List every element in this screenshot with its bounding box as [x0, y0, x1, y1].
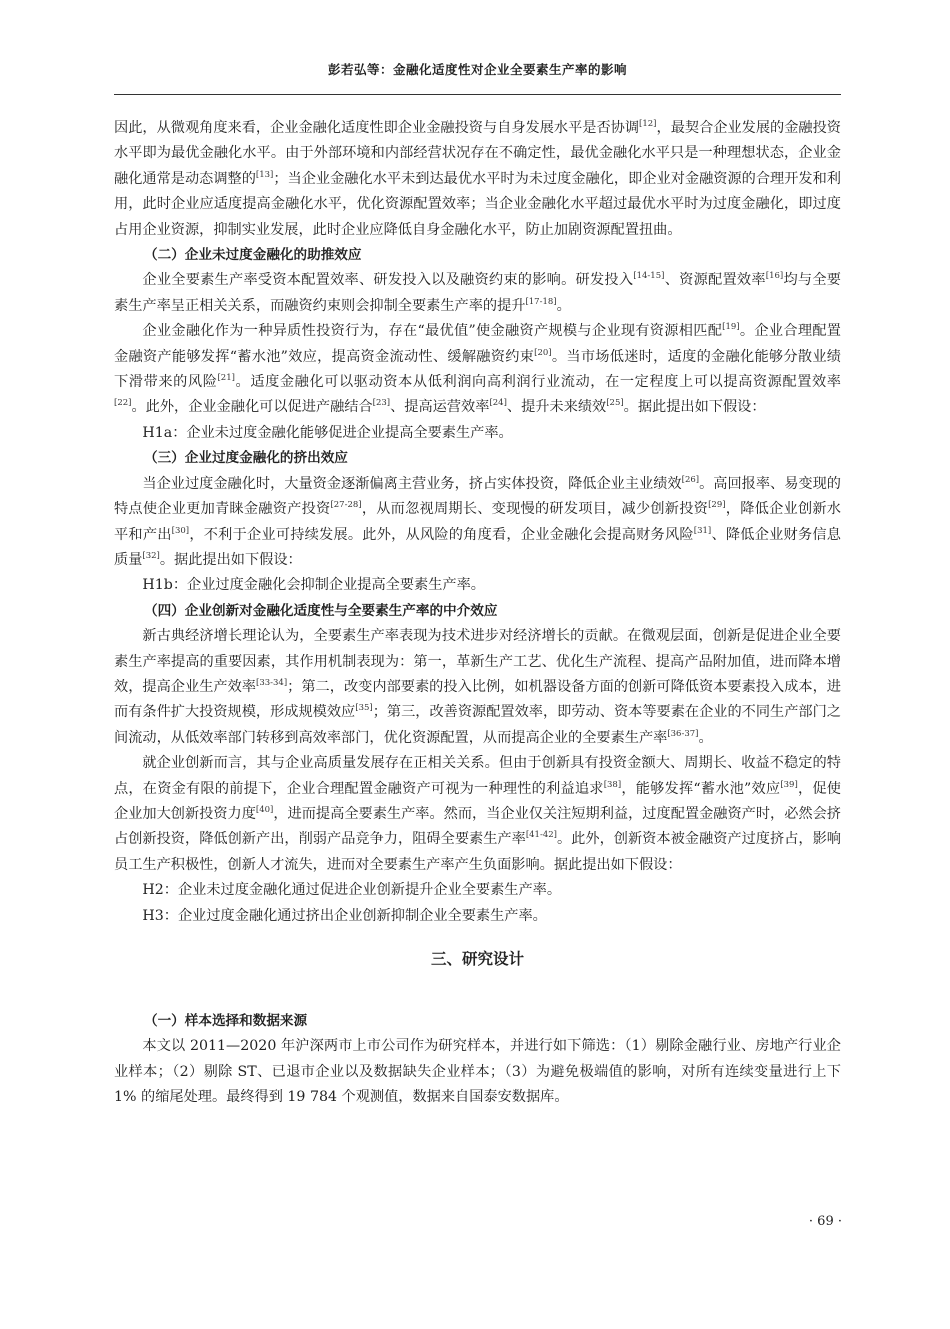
citation-ref: [24]	[489, 398, 507, 409]
paragraph-text: 。据此提出如下假设：	[623, 399, 766, 416]
citation-ref: [35]	[355, 703, 373, 714]
citation-ref: [27-28]	[330, 500, 362, 511]
citation-ref: [20]	[534, 347, 552, 358]
body-paragraph	[114, 751, 841, 878]
paragraph-text: 当企业过度金融化时，大量资金逐渐偏离主营业务，挤占实体投资，降低企业主业绩效	[142, 475, 682, 492]
running-head: 彭若弘等：金融化适度性对企业全要素生产率的影响	[327, 62, 627, 77]
citation-ref: [41-42]	[525, 830, 557, 841]
paragraph-text: ，降低企业创新水平和产出	[114, 501, 841, 543]
body-paragraph	[114, 878, 841, 903]
paragraph-text: ；第二，改变内部要素的投入比例，如机器设备方面的创新可降低资本要素投入成本，进而有条件扩大投资规模，形成规模效应	[114, 678, 841, 721]
paragraph-text: 。企业合理配置金融资产能够发挥“蓄水池”效应，提高资金流动性、缓解融资约束	[114, 323, 841, 365]
paragraph-text: H2：企业未过度金融化通过促进企业创新提升企业全要素生产率。	[142, 882, 562, 899]
citation-ref: [40]	[255, 804, 274, 815]
paragraph-text: 均与全要素生产率呈正相关关系，而融资约束则会抑制全要素生产率的提升	[114, 272, 841, 314]
paragraph-text: H1a：企业未过度金融化能够促进企业提高全要素生产率。	[142, 424, 513, 441]
paragraph-text: ，最契合企业发展的金融投资水平即为最优金融化水平。由于外部环境和内部经营状况存在不确定性，最优金融化水平只是一种理想状态，企业金融化通常是动态调整的	[114, 120, 841, 187]
citation-ref: [32]	[142, 550, 160, 561]
paragraph-text: 。	[698, 729, 713, 746]
citation-ref: [29]	[708, 500, 726, 511]
paragraph-text: 、资源配置效率	[664, 272, 766, 289]
paragraph-text: 因此，从微观角度来看，企业金融化适度性即企业金融投资与自身发展水平是否协调	[114, 120, 640, 136]
paragraph-text: ，从而忽视周期长、变现慢的研发项目，减少创新投资	[361, 501, 709, 518]
citation-ref: [19]	[722, 322, 740, 333]
paragraph-text: ，不利于企业可持续发展。此外，从风险的角度看，企业金融化会提高财务风险	[189, 526, 694, 543]
paragraph-text: 。	[556, 297, 571, 314]
citation-ref: [33-34]	[256, 677, 288, 688]
paragraph-text: H3：企业过度金融化通过挤出企业创新抑制企业全要素生产率。	[142, 907, 547, 924]
citation-ref: [17-18]	[525, 296, 557, 307]
citation-ref: [36-37]	[667, 728, 699, 739]
header-divider	[114, 94, 841, 95]
paragraph-text: 、提高运营效率	[390, 399, 490, 416]
paragraph-text: ；第三，改善资源配置效率，即劳动、资本等要素在企业的不同生产部门之间流动，从低效率部门转移到高效率部门，优化资源配置，从而提高企业的全要素生产率	[114, 704, 841, 746]
citation-ref: [21]	[217, 373, 235, 384]
section-heading: 三、研究设计	[430, 950, 524, 968]
paragraph-text: 就企业创新而言，其与企业高质量发展存在正相关关系。但由于创新具有投资金额大、周期长、收益不稳定的特点，在资金有限的前提下，企业合理配置金融资产可视为一种理性的利益追求	[114, 755, 841, 797]
paragraph-text: 。此外，创新资本被金融资产过度挤占，影响员工生产积极性，创新人才流失，进而对全要素生产率产生负面影响。据此提出如下假设：	[114, 831, 841, 873]
paragraph-text: 。据此提出如下假设：	[159, 551, 302, 568]
paragraph-text: 。高回报率、易变现的特点使企业更加青睐金融资产投资	[114, 475, 841, 518]
body-paragraph	[114, 421, 841, 446]
citation-ref: [25]	[606, 398, 624, 409]
citation-ref: [13]	[255, 169, 274, 180]
citation-ref: [22]	[114, 398, 132, 409]
body-paragraph	[114, 268, 841, 319]
body-paragraph	[114, 472, 841, 574]
paragraph-text: ，进而提高全要素生产率。然而，当企业仅关注短期利益，过度配置金融资产时，必然会挤占创新投资，降低创新产出，削弱产品竞争力，阻碍全要素生产率	[114, 805, 841, 848]
paragraph-text: 、提升未来绩效	[506, 399, 607, 416]
subsection-heading: （四）企业创新对金融化适度性与全要素生产率的中介效应	[144, 602, 498, 619]
citation-ref: [12]	[639, 119, 657, 129]
body-paragraph	[114, 1034, 841, 1110]
body-paragraph	[114, 624, 841, 751]
body-paragraph	[114, 116, 841, 243]
article-body	[114, 116, 841, 1111]
citation-ref: [16]	[765, 271, 784, 282]
citation-ref: [14-15]	[633, 271, 665, 282]
citation-ref: [38]	[603, 779, 622, 790]
subsection-heading: （三）企业过度金融化的挤出效应	[144, 450, 348, 467]
citation-ref: [31]	[693, 525, 712, 536]
paragraph-text: 。当市场低迷时，适度的金融化能够分散业绩下滑带来的风险	[114, 348, 841, 391]
paragraph-text: 、降低企业财务信息质量	[114, 526, 841, 568]
section-spacer	[114, 989, 841, 1009]
paragraph-text: 。此外，企业金融化可以促进产融结合	[131, 399, 373, 416]
subsection-heading: （二）企业未过度金融化的助推效应	[144, 247, 362, 264]
paragraph-text: 企业全要素生产率受资本配置效率、研发投入以及融资约束的影响。研发投入	[142, 272, 634, 289]
body-paragraph	[114, 573, 841, 598]
paragraph-text: 。适度金融化可以驱动资本从低利润向高利润行业流动，在一定程度上可以提高资源配置效率	[234, 374, 841, 391]
body-paragraph	[114, 319, 841, 421]
paragraph-text: ；当企业金融化水平未到达最优水平时为未过度金融化，即企业对金融资源的合理开发和利用，此时企业应适度提高金融化水平，优化资源配置效率；当企业金融化水平超过最优水平时为过度金融化，即过度占用企业资源，抑制实业发展，此时企业应降低自身金融化水平，防止加剧资源配置扭曲。	[114, 170, 841, 238]
paragraph-text: ，能够发挥“蓄水池”效应	[621, 780, 781, 797]
citation-ref: [26]	[681, 474, 700, 485]
paragraph-text: H1b：企业过度金融化会抑制企业提高全要素生产率。	[142, 577, 485, 594]
paragraph-text: 本文以 2011—2020 年沪深两市上市公司作为研究样本，并进行如下筛选：（1）剔除金融行业、房地产行业企业样本；（2）剔除 ST、已退市企业以及数据缺失企业样本；（3）为避免极端值的影响，对所有连续变量进行上下 1% 的缩尾处理。最终得到 19 784 个观测值，数据来自国泰安数据库。	[114, 1038, 841, 1106]
paragraph-text: 企业金融化作为一种异质性投资行为，存在“最优值”使金融资产规模与企业现有资源相匹配	[142, 323, 723, 340]
citation-ref: [39]	[780, 779, 798, 790]
paragraph-text: 新古典经济增长理论认为，全要素生产率表现为技术进步对经济增长的贡献。在微观层面，创新是促进企业全要素生产率提高的重要因素，其作用机制表现为：第一，革新生产工艺、优化生产流程、提高产品附加值，进而降本增效，提高企业生产效率	[114, 628, 841, 695]
paragraph-text: ，促使企业加大创新投资力度	[114, 780, 841, 822]
subsection-heading: （一）样本选择和数据来源	[144, 1013, 308, 1029]
citation-ref: [30]	[171, 525, 190, 536]
body-paragraph	[114, 904, 841, 929]
citation-ref: [23]	[372, 398, 391, 409]
page-number: · 69 ·	[808, 1214, 842, 1229]
